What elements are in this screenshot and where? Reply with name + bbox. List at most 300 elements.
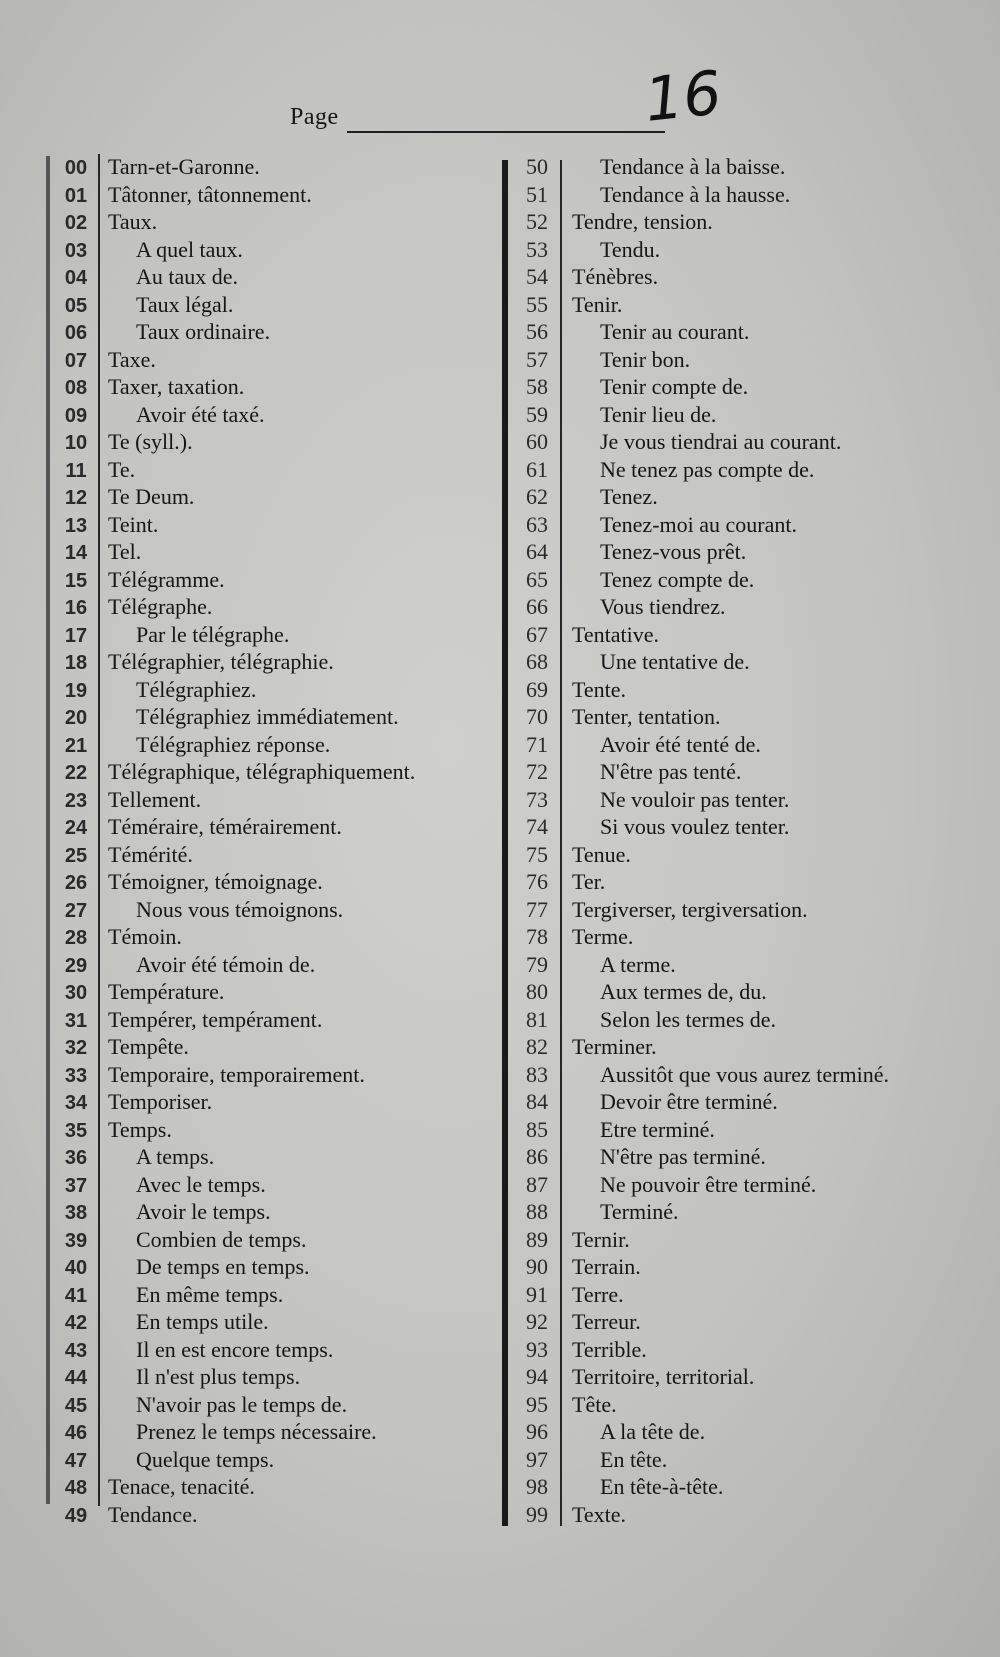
code-term: Taux ordinaire. (136, 319, 271, 344)
code-term: A terme. (600, 951, 676, 977)
code-entry (510, 704, 950, 732)
code-entry (52, 979, 512, 1007)
code-term: Aussitôt que vous aurez terminé. (600, 1061, 889, 1087)
code-entry (510, 814, 950, 842)
code-number: 08 (64, 377, 88, 399)
code-number: 76 (526, 869, 548, 894)
code-number: 02 (64, 212, 88, 234)
code-entry (510, 649, 950, 677)
code-term: Télégraphiez immédiatement. (136, 704, 399, 729)
page-label: Page (290, 104, 339, 130)
code-entry (52, 1199, 512, 1227)
code-number: 99 (526, 1501, 548, 1527)
code-term: Tempête. (108, 1034, 189, 1059)
code-number: 43 (64, 1339, 88, 1362)
code-entry (52, 512, 512, 540)
code-entry (52, 1117, 512, 1145)
code-entry (510, 264, 950, 292)
code-entry (510, 1282, 950, 1310)
code-entry (510, 209, 950, 237)
code-entry (52, 292, 512, 320)
code-term: Teint. (108, 511, 159, 537)
code-term: Tenue. (572, 841, 631, 867)
code-entry (510, 1337, 950, 1365)
code-entry (52, 1007, 512, 1035)
code-entry (52, 567, 512, 595)
code-term: Temporaire, temporairement. (108, 1061, 365, 1087)
code-term: Terreur. (572, 1309, 641, 1334)
code-entry (510, 1474, 950, 1502)
code-entry (52, 209, 512, 237)
code-number: 94 (526, 1364, 548, 1389)
code-number: 07 (64, 349, 88, 372)
code-term: N'être pas tenté. (600, 759, 742, 784)
code-number: 90 (526, 1254, 548, 1279)
code-number: 85 (526, 1116, 548, 1142)
code-number: 54 (526, 264, 548, 289)
code-term: Taux. (108, 209, 158, 234)
code-entry (510, 1144, 950, 1172)
code-term: Terrible. (572, 1336, 647, 1362)
code-term: Ténèbres. (572, 264, 659, 289)
code-entry (52, 1034, 512, 1062)
code-number: 98 (526, 1474, 548, 1499)
code-number: 11 (65, 459, 87, 482)
code-term: Terrain. (572, 1254, 641, 1279)
code-number: 78 (526, 924, 548, 949)
code-term: Taxe. (108, 346, 156, 372)
code-number: 66 (526, 594, 548, 619)
code-number: 97 (526, 1446, 548, 1472)
code-entry (510, 1089, 950, 1117)
code-term: Avoir été taxé. (136, 401, 265, 427)
code-term: Avec le temps. (136, 1171, 266, 1197)
code-term: Te (syll.). (108, 429, 193, 454)
code-entry (510, 1254, 950, 1282)
code-term: Télégraphiez réponse. (136, 731, 331, 757)
code-term: Ne tenez pas compte de. (600, 456, 815, 482)
code-term: Taxer, taxation. (108, 374, 245, 399)
code-number: 17 (64, 624, 88, 647)
code-term: Te. (108, 456, 136, 482)
code-number: 24 (64, 817, 88, 839)
code-number: 95 (526, 1391, 548, 1417)
code-entry (52, 457, 512, 485)
code-number: 04 (64, 267, 88, 289)
code-entry (510, 237, 950, 265)
left-column (52, 154, 512, 1529)
code-number: 63 (526, 511, 548, 537)
code-entry (510, 402, 950, 430)
code-term: Tenez-moi au courant. (600, 511, 797, 537)
code-term: Au taux de. (136, 264, 239, 289)
code-term: Ter. (572, 869, 606, 894)
code-entry (510, 319, 950, 347)
code-entry (52, 347, 512, 375)
code-term: Vous tiendrez. (600, 594, 726, 619)
code-number: 01 (64, 184, 88, 207)
code-entry (52, 1447, 512, 1475)
code-term: Télégraphier, télégraphie. (108, 649, 334, 674)
code-number: 10 (64, 432, 88, 454)
code-entry (52, 622, 512, 650)
code-number: 87 (526, 1171, 548, 1197)
code-entry (510, 347, 950, 375)
code-term: Terminé. (600, 1199, 679, 1224)
code-term: Tendre, tension. (572, 209, 713, 234)
code-number: 75 (526, 841, 548, 867)
code-number: 45 (64, 1394, 88, 1417)
code-term: Quelque temps. (136, 1446, 275, 1472)
code-number: 30 (64, 982, 88, 1004)
code-entry (510, 897, 950, 925)
code-number: 80 (526, 979, 548, 1004)
code-number: 61 (526, 456, 548, 482)
code-entry (52, 704, 512, 732)
code-entry (510, 677, 950, 705)
code-entry (510, 1062, 950, 1090)
code-number: 31 (64, 1009, 88, 1032)
code-entry (52, 374, 512, 402)
page-number-line (347, 131, 665, 133)
code-number: 36 (64, 1147, 88, 1169)
code-number: 49 (64, 1504, 88, 1527)
code-number: 39 (64, 1229, 88, 1252)
code-number: 44 (64, 1367, 88, 1389)
code-number: 22 (64, 762, 88, 784)
code-term: Télégraphiez. (136, 676, 257, 702)
code-term: Avoir été témoin de. (136, 951, 316, 977)
code-number: 26 (64, 872, 88, 894)
code-number: 12 (64, 487, 88, 509)
code-term: En tête. (600, 1446, 668, 1472)
code-number: 93 (526, 1336, 548, 1362)
code-entry (52, 1144, 512, 1172)
code-number: 82 (526, 1034, 548, 1059)
code-term: Temps. (108, 1116, 172, 1142)
left-edge-rule (46, 156, 50, 1504)
code-entry (52, 182, 512, 210)
code-term: En même temps. (136, 1281, 284, 1307)
code-number: 28 (64, 927, 88, 949)
code-entry (510, 457, 950, 485)
code-entry (510, 1007, 950, 1035)
code-term: Si vous voulez tenter. (600, 814, 790, 839)
code-entry (52, 1364, 512, 1392)
code-term: Je vous tiendrai au courant. (600, 429, 842, 454)
code-entry (52, 952, 512, 980)
code-entry (52, 759, 512, 787)
code-entry (52, 842, 512, 870)
code-number: 91 (526, 1281, 548, 1307)
code-term: Terminer. (572, 1034, 657, 1059)
code-entry (510, 759, 950, 787)
code-entry (510, 512, 950, 540)
code-number: 06 (64, 322, 88, 344)
code-number: 59 (526, 401, 548, 427)
code-entry (510, 622, 950, 650)
code-term: Prenez le temps nécessaire. (136, 1419, 377, 1444)
code-entry (52, 319, 512, 347)
code-term: Télégramme. (108, 566, 225, 592)
code-entry (52, 1474, 512, 1502)
code-number: 53 (526, 236, 548, 262)
code-term: Tenez-vous prêt. (600, 539, 747, 564)
code-number: 86 (526, 1144, 548, 1169)
code-entry (510, 869, 950, 897)
code-entry (52, 897, 512, 925)
code-entry (52, 1089, 512, 1117)
code-entry (52, 677, 512, 705)
code-term: Température. (108, 979, 225, 1004)
code-entry (510, 154, 950, 182)
code-number: 20 (64, 707, 88, 729)
code-number: 13 (64, 514, 88, 537)
code-term: Te Deum. (108, 484, 195, 509)
code-term: Tenace, tenacité. (108, 1474, 255, 1499)
code-entry (510, 1117, 950, 1145)
code-term: Il n'est plus temps. (136, 1364, 301, 1389)
code-entry (510, 1034, 950, 1062)
code-number: 03 (64, 239, 88, 262)
code-entry (510, 429, 950, 457)
code-term: Texte. (572, 1501, 627, 1527)
code-entry (510, 1309, 950, 1337)
code-entry (52, 1172, 512, 1200)
code-entry (510, 1199, 950, 1227)
code-number: 89 (526, 1226, 548, 1252)
code-term: N'être pas terminé. (600, 1144, 766, 1169)
handwritten-page-number: 16 (641, 58, 725, 136)
code-number: 81 (526, 1006, 548, 1032)
code-number: 73 (526, 786, 548, 812)
code-number: 18 (64, 652, 88, 674)
code-term: En temps utile. (136, 1309, 269, 1334)
code-entry (52, 1062, 512, 1090)
code-number: 16 (64, 597, 88, 619)
code-entry (510, 1364, 950, 1392)
code-entry (510, 567, 950, 595)
code-term: Téméraire, témérairement. (108, 814, 342, 839)
code-entry (510, 1172, 950, 1200)
code-term: Temporiser. (108, 1089, 213, 1114)
code-term: Ne vouloir pas tenter. (600, 786, 790, 812)
code-term: Tendance à la hausse. (600, 181, 791, 207)
code-number: 50 (526, 154, 548, 179)
code-number: 05 (64, 294, 88, 317)
code-number: 42 (64, 1312, 88, 1334)
code-entry (510, 1392, 950, 1420)
code-number: 79 (526, 951, 548, 977)
code-entry (510, 292, 950, 320)
code-term: Tempérer, tempérament. (108, 1006, 323, 1032)
code-entry (510, 787, 950, 815)
code-number: 23 (64, 789, 88, 812)
code-number: 09 (64, 404, 88, 427)
code-term: Avoir été tenté de. (600, 731, 761, 757)
code-term: Tenez compte de. (600, 566, 755, 592)
code-number: 29 (64, 954, 88, 977)
code-number: 21 (64, 734, 88, 757)
code-number: 57 (526, 346, 548, 372)
code-term: Tenter, tentation. (572, 704, 721, 729)
code-entry (510, 182, 950, 210)
code-term: Territoire, territorial. (572, 1364, 755, 1389)
code-entry (52, 429, 512, 457)
code-term: Tâtonner, tâtonnement. (108, 181, 312, 207)
code-term: Tenir. (572, 291, 623, 317)
code-number: 96 (526, 1419, 548, 1444)
code-entry (510, 594, 950, 622)
code-entry (510, 1419, 950, 1447)
code-term: Selon les termes de. (600, 1006, 776, 1032)
code-number: 71 (526, 731, 548, 757)
code-entry (52, 814, 512, 842)
code-number: 33 (64, 1064, 88, 1087)
right-column (510, 154, 950, 1529)
code-term: Taux légal. (136, 291, 234, 317)
code-number: 48 (64, 1477, 88, 1499)
code-entry (52, 649, 512, 677)
code-entry (52, 1502, 512, 1530)
code-entry (52, 539, 512, 567)
code-entry (510, 539, 950, 567)
code-entry (52, 264, 512, 292)
code-term: Témérité. (108, 841, 193, 867)
code-term: A la tête de. (600, 1419, 706, 1444)
code-entry (510, 979, 950, 1007)
code-term: Tel. (108, 539, 142, 564)
code-term: N'avoir pas le temps de. (136, 1391, 348, 1417)
code-entry (52, 237, 512, 265)
code-term: Etre terminé. (600, 1116, 715, 1142)
code-number: 37 (64, 1174, 88, 1197)
code-term: Ternir. (572, 1226, 630, 1252)
code-entry (52, 154, 512, 182)
code-entry (510, 842, 950, 870)
code-term: Nous vous témoignons. (136, 896, 344, 922)
code-term: A temps. (136, 1144, 215, 1169)
code-entry (510, 374, 950, 402)
code-term: Tentative. (572, 621, 660, 647)
code-term: Tendu. (600, 236, 661, 262)
code-number: 67 (526, 621, 548, 647)
code-term: Une tentative de. (600, 649, 750, 674)
code-number: 35 (64, 1119, 88, 1142)
code-term: Tenez. (600, 484, 658, 509)
code-term: Témoigner, témoignage. (108, 869, 323, 894)
code-term: A quel taux. (136, 236, 243, 262)
code-entry (52, 402, 512, 430)
code-term: Tarn-et-Garonne. (108, 154, 260, 179)
code-number: 00 (64, 157, 88, 179)
code-number: 70 (526, 704, 548, 729)
code-entry (510, 1447, 950, 1475)
code-number: 56 (526, 319, 548, 344)
code-term: Tente. (572, 676, 627, 702)
code-entry (52, 1309, 512, 1337)
code-entry (52, 1419, 512, 1447)
code-entry (52, 1227, 512, 1255)
code-term: Combien de temps. (136, 1226, 307, 1252)
code-term: Il en est encore temps. (136, 1336, 334, 1362)
code-number: 74 (526, 814, 548, 839)
code-term: Tenir au courant. (600, 319, 750, 344)
code-term: Tête. (572, 1391, 617, 1417)
code-term: Témoin. (108, 924, 182, 949)
code-number: 92 (526, 1309, 548, 1334)
code-number: 47 (64, 1449, 88, 1472)
code-number: 15 (64, 569, 88, 592)
code-term: Tellement. (108, 786, 202, 812)
code-term: Tendance. (108, 1501, 198, 1527)
code-entry (52, 924, 512, 952)
code-number: 88 (526, 1199, 548, 1224)
code-term: Tenir compte de. (600, 374, 749, 399)
code-entry (510, 484, 950, 512)
code-number: 14 (64, 542, 88, 564)
code-term: Tenir lieu de. (600, 401, 717, 427)
code-term: Terre. (572, 1281, 624, 1307)
code-term: Télégraphe. (108, 594, 213, 619)
code-entry (52, 1337, 512, 1365)
code-number: 46 (64, 1422, 88, 1444)
code-number: 27 (64, 899, 88, 922)
code-entry (510, 1502, 950, 1530)
code-term: Tenir bon. (600, 346, 691, 372)
code-number: 25 (64, 844, 88, 867)
code-entry (52, 1282, 512, 1310)
code-entry (510, 1227, 950, 1255)
code-number: 41 (64, 1284, 88, 1307)
code-term: Aux termes de, du. (600, 979, 767, 1004)
code-number: 52 (526, 209, 548, 234)
code-number: 68 (526, 649, 548, 674)
code-number: 65 (526, 566, 548, 592)
code-number: 51 (526, 181, 548, 207)
code-term: Par le télégraphe. (136, 621, 290, 647)
code-number: 84 (526, 1089, 548, 1114)
code-entry (52, 594, 512, 622)
code-number: 38 (64, 1202, 88, 1224)
code-entry (52, 1392, 512, 1420)
code-number: 62 (526, 484, 548, 509)
code-term: Avoir le temps. (136, 1199, 271, 1224)
code-term: Tendance à la baisse. (600, 154, 786, 179)
code-term: De temps en temps. (136, 1254, 310, 1279)
code-number: 40 (64, 1257, 88, 1279)
code-term: Ne pouvoir être terminé. (600, 1171, 817, 1197)
code-number: 72 (526, 759, 548, 784)
code-entry (52, 869, 512, 897)
code-entry (510, 924, 950, 952)
code-entry (510, 952, 950, 980)
code-term: Devoir être terminé. (600, 1089, 778, 1114)
code-term: Télégraphique, télégraphiquement. (108, 759, 416, 784)
code-entry (52, 1254, 512, 1282)
code-number: 34 (64, 1092, 88, 1114)
code-term: Terme. (572, 924, 634, 949)
code-term: En tête-à-tête. (600, 1474, 724, 1499)
code-entry (52, 732, 512, 760)
code-entry (52, 787, 512, 815)
code-number: 60 (526, 429, 548, 454)
code-entry (510, 732, 950, 760)
code-number: 64 (526, 539, 548, 564)
code-entry (52, 484, 512, 512)
code-number: 19 (64, 679, 88, 702)
code-number: 32 (64, 1037, 88, 1059)
